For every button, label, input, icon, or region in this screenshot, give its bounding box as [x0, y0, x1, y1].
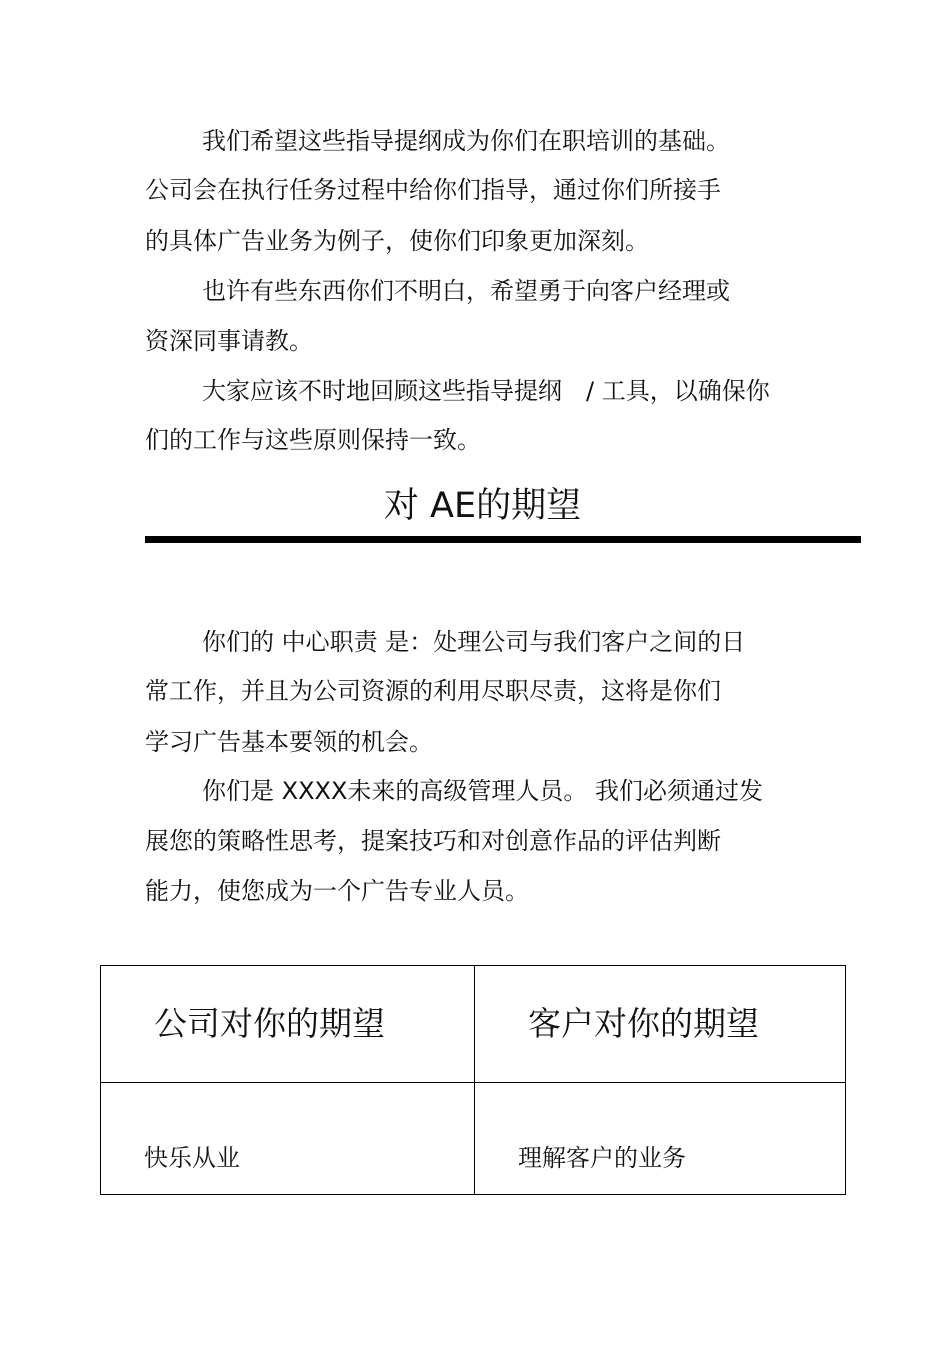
table-column-divider	[474, 966, 475, 1194]
text-line: 也许有些东西你们不明白，希望勇于向客户经理或	[202, 277, 730, 305]
text-line: 你们的 中心职责 是：处理公司与我们客户之间的日	[202, 628, 746, 656]
text-line: 学习广告基本要领的机会。	[145, 728, 433, 756]
table-row-divider	[101, 1082, 845, 1083]
text-line: 我们希望这些指导提纲成为你们在职培训的基础。	[202, 127, 730, 155]
text-line: 们的工作与这些原则保持一致。	[145, 426, 481, 454]
text-line: 大家应该不时地回顾这些指导提纲 / 工具，以确保你	[202, 377, 770, 405]
text-line: 的具体广告业务为例子，使你们印象更加深刻。	[145, 227, 649, 255]
table-header-company: 公司对你的期望	[154, 1004, 385, 1043]
text-line: 常工作，并且为公司资源的利用尽职尽责，这将是你们	[145, 677, 721, 705]
table-cell-company: 快乐从业	[144, 1144, 240, 1172]
heading-rule	[145, 536, 861, 543]
text-line: 资深同事请教。	[145, 327, 313, 355]
text-line: 公司会在执行任务过程中给你们指导，通过你们所接手	[145, 176, 721, 204]
text-line: 你们是 XXXX未来的高级管理人员。 我们必须通过发	[202, 777, 764, 805]
table-header-client: 客户对你的期望	[528, 1004, 759, 1043]
text-line: 展您的策略性思考，提案技巧和对创意作品的评估判断	[145, 827, 721, 855]
text-line: 能力，使您成为一个广告专业人员。	[145, 877, 529, 905]
table-cell-client: 理解客户的业务	[518, 1144, 686, 1172]
section-heading: 对 AE的期望	[383, 486, 582, 526]
expectations-table	[100, 965, 846, 1195]
